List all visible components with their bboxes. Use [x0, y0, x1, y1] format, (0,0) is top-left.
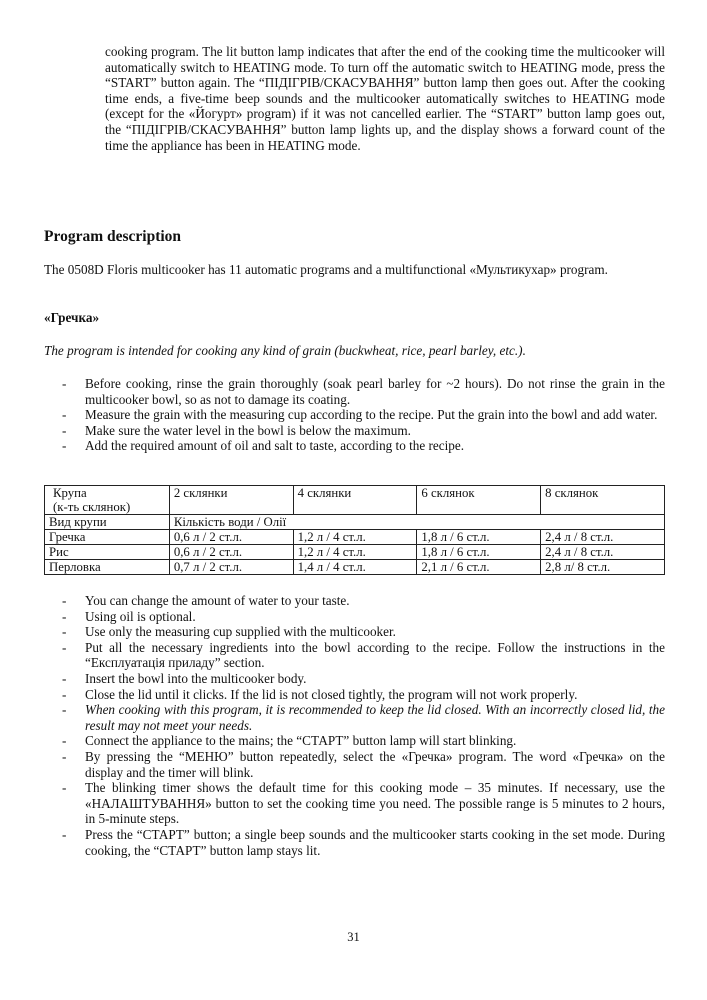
table-cell: 2,4 л / 8 ст.л. [541, 545, 665, 560]
list-item: - Use only the measuring cup supplied with the multicooker. [62, 624, 665, 640]
table-cell: 2,4 л / 8 ст.л. [541, 530, 665, 545]
table-header-cell: 8 склянок [541, 486, 665, 515]
table-subheader-row [45, 515, 665, 530]
table-cell: 1,8 л / 6 ст.л. [417, 545, 541, 560]
table-header-row [45, 486, 665, 515]
table-row [45, 530, 665, 545]
section-title: Program description [44, 228, 182, 245]
list-item: - Measure the grain with the measuring cup according to the recipe. Put the grain into the bowl and add water. [62, 407, 665, 423]
list-item: - Connect the appliance to the mains; the “СТАРТ” button lamp will start blinking. [62, 733, 665, 749]
table-header-cell: 2 склянки [169, 486, 293, 515]
table-header-cell: 6 склянок [417, 486, 541, 515]
list-item: - The blinking timer shows the default time for this cooking mode – 35 minutes. If necessary, use the «НАЛАШТУВАННЯ» button to set the cooking time you need. The possible range is 5 minutes to 2 hours, in 5-minute steps. [62, 780, 665, 827]
table-cell: 1,8 л / 6 ст.л. [417, 530, 541, 545]
list-item: - Close the lid until it clicks. If the lid is not closed tightly, the program will not work properly. [62, 687, 665, 703]
preparation-steps-list [62, 376, 665, 454]
program-name: «Гречка» [44, 310, 100, 325]
table-cell: 0,6 л / 2 ст.л. [169, 545, 293, 560]
program-purpose: The program is intended for cooking any kind of grain (buckwheat, rice, pearl barley, etc.). [44, 343, 526, 358]
description-paragraph: The 0508D Floris multicooker has 11 automatic programs and a multifunctional «Мультикухар» program. [44, 262, 608, 277]
table-cell: 1,2 л / 4 ст.л. [293, 530, 417, 545]
table-cell: Гречка [45, 530, 170, 545]
list-item: - When cooking with this program, it is recommended to keep the lid closed. With an incorrectly closed lid, the result may not meet your needs. [62, 702, 665, 733]
table-cell: Перловка [45, 560, 170, 575]
table-subheader-cell: Вид крупи [45, 515, 170, 530]
table-cell: 1,4 л / 4 ст.л. [293, 560, 417, 575]
table-cell: 1,2 л / 4 ст.л. [293, 545, 417, 560]
list-item: - Press the “СТАРТ” button; a single beep sounds and the multicooker starts cooking in the set mode. During cooking, the “СТАРТ” button lamp stays lit. [62, 827, 665, 858]
cooking-steps-list [62, 593, 665, 858]
list-item: - Make sure the water level in the bowl is below the maximum. [62, 423, 665, 439]
list-item: - Put all the necessary ingredients into the bowl according to the recipe. Follow the instructions in the “Експлуатація приладу” section. [62, 640, 665, 671]
page-number: 31 [347, 930, 360, 944]
water-oil-table [44, 485, 665, 575]
table-cell: 0,6 л / 2 ст.л. [169, 530, 293, 545]
table-row [45, 545, 665, 560]
table-cell: 0,7 л / 2 ст.л. [169, 560, 293, 575]
table-header-cell: Крупа (к-ть склянок) [45, 486, 170, 515]
list-item: - Using oil is optional. [62, 609, 665, 625]
table-cell: Рис [45, 545, 170, 560]
list-item: - Insert the bowl into the multicooker body. [62, 671, 665, 687]
table-row [45, 560, 665, 575]
list-item: - You can change the amount of water to your taste. [62, 593, 665, 609]
table-cell: 2,8 л/ 8 ст.л. [541, 560, 665, 575]
intro-paragraph: cooking program. The lit button lamp indicates that after the end of the cooking time the multicooker will automatically switch to HEATING mode. To turn off the automatic switch to HEATING mode, press the “START” button again. The “ПІДІГРІВ/СКАСУВАННЯ” button lamp then goes out. After the cooking time ends, a five-time beep sounds and the multicooker automatically switches to HEATING mode (except for the «Йогурт» program) if it was not cancelled earlier. The “START” button lamp goes out, the “ПІДІГРІВ/СКАСУВАННЯ” button lamp lights up, and the display shows a forward count of the time the appliance has been in HEATING mode. [105, 44, 665, 153]
table-subheader-cell: Кількість води / Олії [169, 515, 664, 530]
list-item: - Before cooking, rinse the grain thoroughly (soak pearl barley for ~2 hours). Do not rinse the grain in the multicooker bowl, so as not to damage its coating. [62, 376, 665, 407]
list-item: - By pressing the “МЕНЮ” button repeatedly, select the «Гречка» program. The word «Гречка» on the display and the timer will blink. [62, 749, 665, 780]
table-cell: 2,1 л / 6 ст.л. [417, 560, 541, 575]
table-header-cell: 4 склянки [293, 486, 417, 515]
list-item: - Add the required amount of oil and salt to taste, according to the recipe. [62, 438, 665, 454]
